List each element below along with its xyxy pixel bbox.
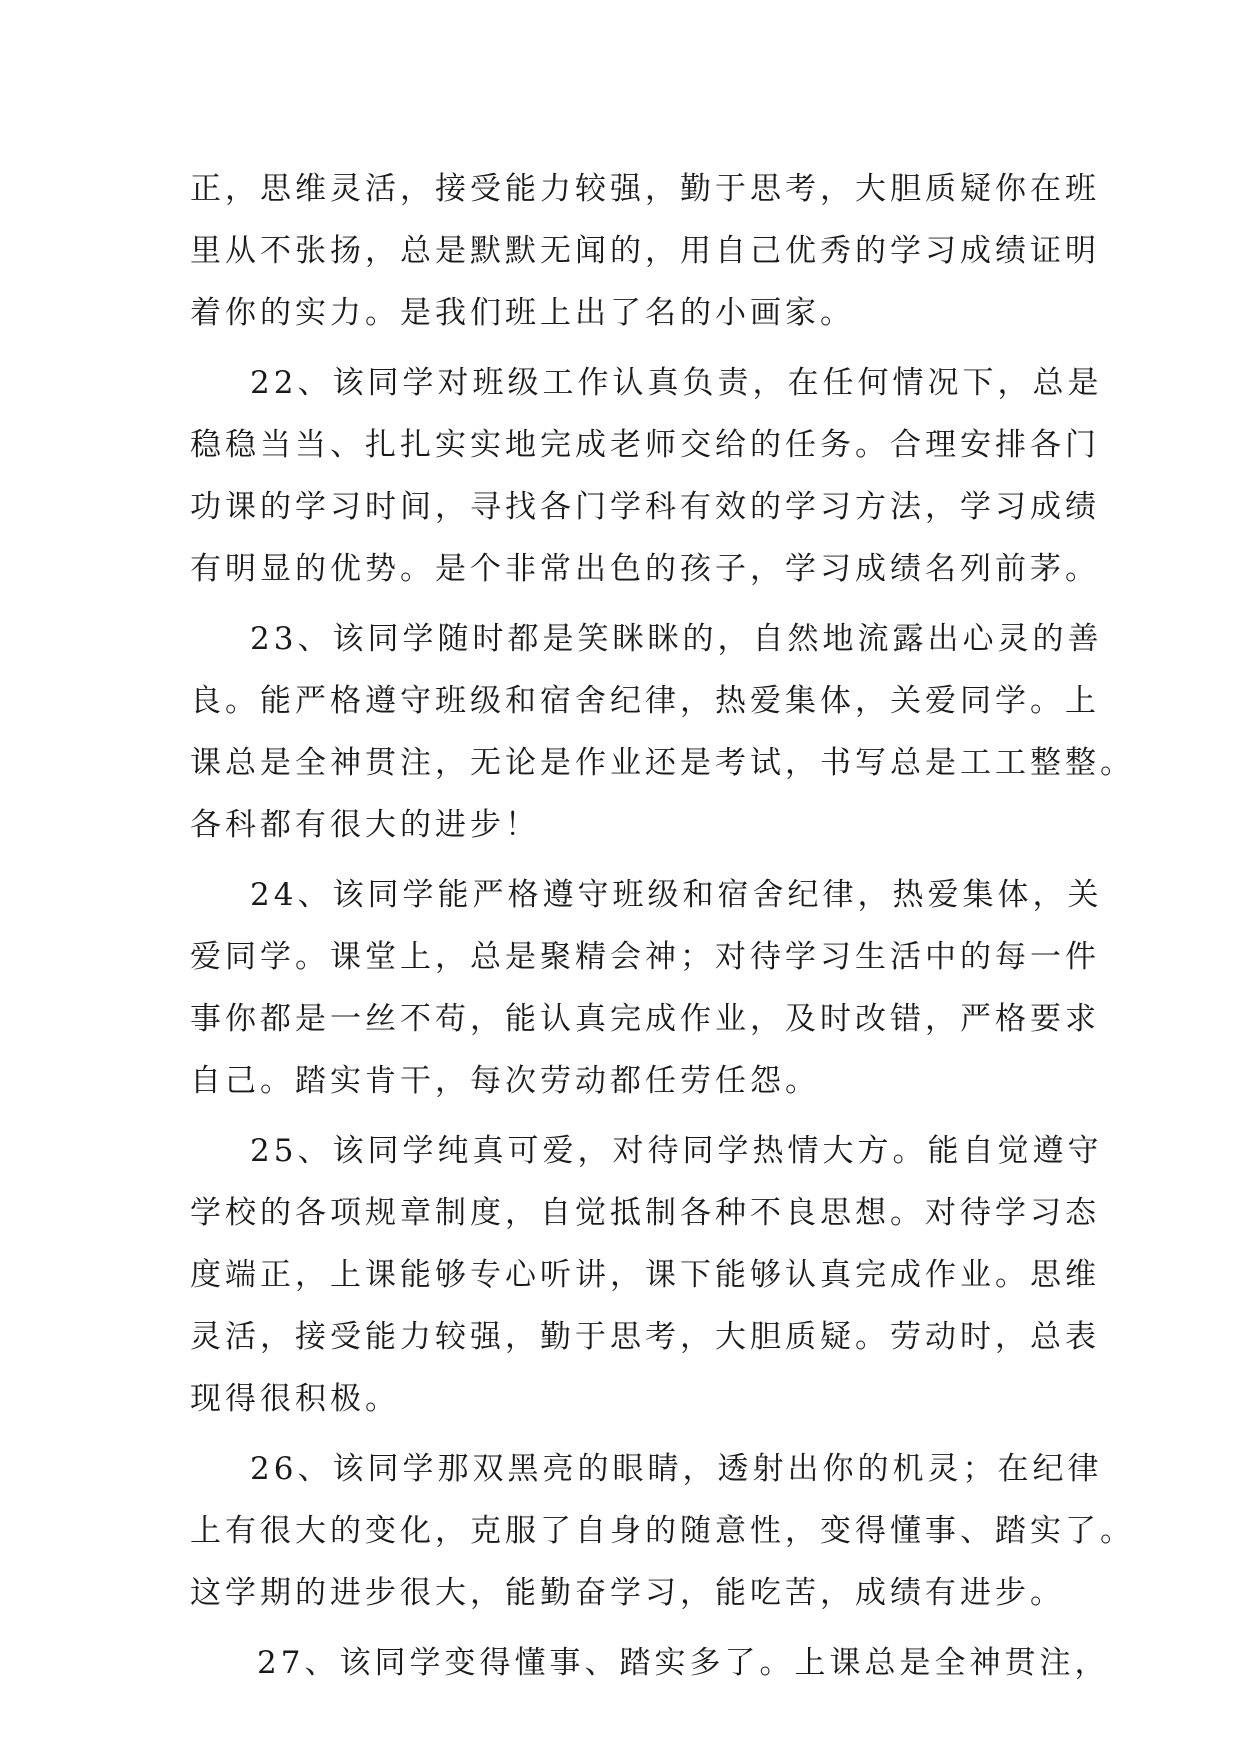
- paragraph-first-line: 23、该同学随时都是笑眯眯的，自然地流露出心灵的善: [250, 621, 1103, 657]
- text-line: 功课的学习时间，寻找各门学科有效的学习方法，学习成绩: [190, 489, 1100, 525]
- text-line: 各科都有很大的进步！: [190, 807, 540, 843]
- text-line: 良。能严格遵守班级和宿舍纪律，热爱集体，关爱同学。上: [190, 683, 1100, 719]
- text-line: 这学期的进步很大，能勤奋学习，能吃苦，成绩有进步。: [190, 1575, 1065, 1611]
- text-line: 正，思维灵活，接受能力较强，勤于思考，大胆质疑你在班: [190, 171, 1100, 207]
- document-body: [190, 158, 1135, 1694]
- paragraph-first-line: 22、该同学对班级工作认真负责，在任何情况下，总是: [250, 365, 1103, 401]
- paragraph-first-line: 25、该同学纯真可爱，对待同学热情大方。能自觉遵守: [250, 1133, 1103, 1169]
- text-line: 灵活，接受能力较强，勤于思考，大胆质疑。劳动时，总表: [190, 1319, 1100, 1355]
- text-line: 稳稳当当、扎扎实实地完成老师交给的任务。合理安排各门: [190, 427, 1100, 463]
- text-line: 事你都是一丝不苟，能认真完成作业，及时改错，严格要求: [190, 1001, 1100, 1037]
- text-line: 度端正，上课能够专心听讲，课下能够认真完成作业。思维: [190, 1257, 1100, 1293]
- paragraph-first-line: 26、该同学那双黑亮的眼睛，透射出你的机灵；在纪律: [250, 1451, 1103, 1487]
- text-line: 自己。踏实肯干，每次劳动都任劳任怨。: [190, 1063, 820, 1099]
- text-line: 课总是全神贯注，无论是作业还是考试，书写总是工工整整。: [190, 745, 1135, 781]
- text-line: 有明显的优势。是个非常出色的孩子，学习成绩名列前茅。: [190, 551, 1100, 587]
- text-line: 里从不张扬，总是默默无闻的，用自己优秀的学习成绩证明: [190, 233, 1100, 269]
- paragraph-first-line: 24、该同学能严格遵守班级和宿舍纪律，热爱集体，关: [250, 877, 1103, 913]
- text-line: 着你的实力。是我们班上出了名的小画家。: [190, 295, 855, 331]
- text-line: 学校的各项规章制度，自觉抵制各种不良思想。对待学习态: [190, 1195, 1100, 1231]
- text-line: 爱同学。课堂上，总是聚精会神；对待学习生活中的每一件: [190, 939, 1100, 975]
- paragraph-first-line: 27、该同学变得懂事、踏实多了。上课总是全神贯注，: [257, 1645, 1110, 1681]
- text-line: 现得很积极。: [190, 1381, 400, 1417]
- text-line: 上有很大的变化，克服了自身的随意性，变得懂事、踏实了。: [190, 1513, 1135, 1549]
